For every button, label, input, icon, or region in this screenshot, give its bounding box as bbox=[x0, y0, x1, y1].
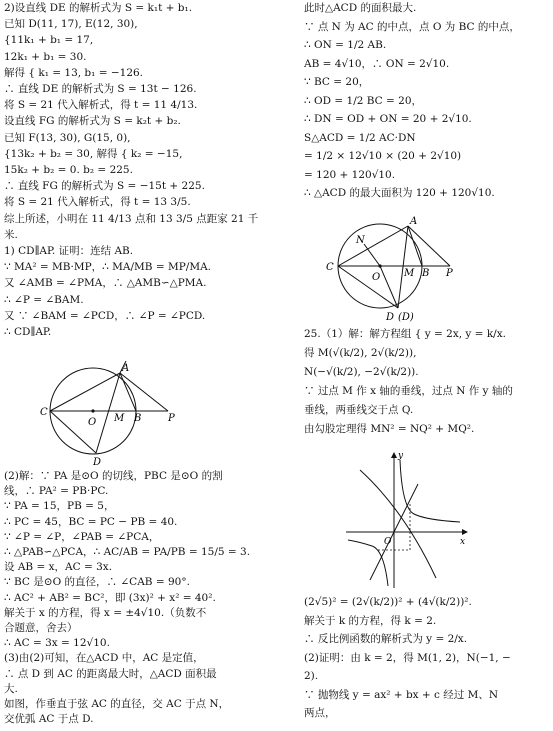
text-line: 合题意，舍去） bbox=[4, 622, 78, 634]
text-line: (2√5)² = (2√(k/2))² + (4√(k/2))². bbox=[304, 596, 472, 608]
circle-figure-2 bbox=[322, 210, 462, 325]
label-A: A bbox=[410, 216, 418, 227]
text-line: ∵ 过点 M 作 x 轴的垂线，过点 N 作 y 轴的 bbox=[304, 385, 513, 397]
label-O: O bbox=[372, 272, 381, 283]
text-line: ∴ OD = 1/2 BC = 20， bbox=[304, 94, 423, 107]
text-line: {11k₁ + b₁ = 17, bbox=[4, 34, 94, 47]
graph-y-label: y bbox=[398, 451, 404, 461]
text-line: (2)证明：由 k = 2，得 M(1, 2)，N(−1, − bbox=[304, 651, 511, 664]
text-line: ∴ ∠P = ∠BAM. bbox=[4, 293, 84, 306]
label-C: C bbox=[40, 407, 48, 418]
label-O: O bbox=[88, 417, 97, 428]
hyperbola-graph bbox=[340, 450, 470, 590]
text-line: {13k₂ + b₂ = 30, 解得 { k₂ = −15, bbox=[4, 147, 183, 160]
label-A: A bbox=[122, 363, 130, 374]
text-line: 12k₁ + b₁ = 30. bbox=[4, 50, 87, 63]
label-P: P bbox=[168, 413, 175, 424]
text-line: 综上所述，小明在 11 4/13 点和 13 3/5 点距家 21 千 bbox=[4, 212, 259, 225]
text-line: ∵ PA = 15，PB = 5， bbox=[4, 500, 115, 513]
text-line: 又 ∵ ∠BAM = ∠PCD，∴ ∠P = ∠PCD. bbox=[4, 309, 206, 322]
text-line: ∵ 抛物线 y = ax² + bx + c 经过 M、N bbox=[304, 688, 499, 701]
text-line: ∵ ∠P = ∠P，∠PAB = ∠PCA， bbox=[4, 530, 160, 543]
graph-x-label: x bbox=[460, 537, 466, 547]
text-line: ∴ 点 D 到 AC 的距离最大时，△ACD 面积最 bbox=[4, 667, 217, 680]
text-line: = 1/2 × 12√10 × (20 + 2√10) bbox=[304, 150, 462, 162]
text-line: 已知 D(11, 17), E(12, 30), bbox=[4, 18, 138, 31]
graph-origin-label: O bbox=[384, 537, 392, 547]
text-line: ∴ 反比例函数的解析式为 y = 2/x. bbox=[304, 633, 468, 645]
label-D: D bbox=[93, 457, 102, 468]
label-D-alt: (D) bbox=[398, 312, 414, 323]
label-B: B bbox=[134, 413, 142, 424]
text-line: AB = 4√10，∴ ON = 2√10. bbox=[304, 57, 450, 70]
text-line: 设 AB = x，AC = 3x. bbox=[4, 561, 113, 574]
text-line: ∴ AC² + AB² = BC²，即 (3x)² + x² = 40². bbox=[4, 591, 216, 604]
text-line: (3)由(2)可知，在△ACD 中，AC 是定值， bbox=[4, 652, 204, 665]
text-line: ∵ BC = 20， bbox=[304, 76, 370, 88]
text-line: 垂线，两垂线交于点 Q. bbox=[304, 404, 414, 416]
label-B: B bbox=[422, 268, 430, 279]
text-line: 交优弧 AC 于点 D. bbox=[4, 713, 94, 726]
text-line: 大. bbox=[4, 682, 18, 695]
label-M: M bbox=[114, 413, 125, 424]
text-line: ∴ DN = OD + ON = 20 + 2√10. bbox=[304, 113, 472, 125]
circle-figure-1 bbox=[38, 355, 188, 470]
text-line: ∴ CD∥AP. bbox=[4, 326, 52, 338]
text-line: ∵ 点 N 为 AC 的中点，点 O 为 BC 的中点， bbox=[304, 20, 520, 33]
text-line: 如图，作垂直于弦 AC 的直径，交 AC 于点 N， bbox=[4, 698, 230, 710]
text-line: ∴ 直线 FG 的解析式为 S = −15t + 225. bbox=[4, 180, 205, 193]
text-line: 设直线 FG 的解析式为 S = k₂t + b₂. bbox=[4, 115, 181, 128]
text-line: 米. bbox=[4, 228, 18, 241]
text-line: ∴ △PAB∽△PCA，∴ AC/AB = PA/PB = 15/5 = 3. bbox=[4, 546, 251, 558]
label-D: D bbox=[386, 312, 395, 323]
text-line: N(−√(k/2), −2√(k/2)). bbox=[304, 366, 419, 378]
text-line: 已知 F(13, 30), G(15, 0), bbox=[4, 131, 131, 144]
text-line: (2)解：∵ PA 是⊙O 的切线，PBC 是⊙O 的割 bbox=[4, 470, 223, 482]
text-line: 又 ∠AMB = ∠PMA，∴ △AMB∽△PMA. bbox=[4, 277, 207, 290]
text-line: 15k₂ + b₂ = 0. b₂ = 225. bbox=[4, 164, 133, 176]
label-P: P bbox=[446, 268, 453, 279]
label-N: N bbox=[356, 235, 365, 246]
text-line: 得 M(√(k/2), 2√(k/2)), bbox=[304, 347, 417, 359]
text-line: ∴ △ACD 的最大面积为 120 + 120√10. bbox=[304, 187, 495, 199]
text-line: 解关于 x 的方程，得 x = ±4√10.（负数不 bbox=[4, 606, 207, 619]
text-line: ∴ ON = 1/2 AB. bbox=[304, 39, 387, 51]
text-line: 两点， bbox=[304, 707, 336, 719]
text-line: 2). bbox=[304, 670, 319, 682]
text-line: 由勾股定理得 MN² = NQ² + MQ². bbox=[304, 423, 475, 435]
label-M: M bbox=[404, 268, 415, 279]
label-C: C bbox=[326, 262, 334, 273]
text-line: ∵ MA² = MB·MP，∴ MA/MB = MP/MA. bbox=[4, 261, 212, 274]
text-line: 将 S = 21 代入解析式，得 t = 13 3/5. bbox=[4, 196, 191, 209]
text-line: 1) CD∥AP. 证明：连结 AB. bbox=[4, 245, 134, 257]
text-line: S△ACD = 1/2 AC·DN bbox=[304, 131, 416, 144]
text-line: ∴ 直线 DE 的解析式为 S = 13t − 126. bbox=[4, 83, 197, 95]
text-line: = 120 + 120√10. bbox=[304, 168, 396, 181]
text-line: ∵ BC 是⊙O 的直径，∴ ∠CAB = 90°. bbox=[4, 576, 190, 589]
text-line: ∴ PC = 45，BC = PC − PB = 40. bbox=[4, 515, 178, 528]
text-line: 解关于 k 的方程，得 k = 2. bbox=[304, 614, 437, 627]
text-line: 将 S = 21 代入解析式，得 t = 11 4/13. bbox=[4, 99, 198, 112]
text-line: 此时△ACD 的面积最大. bbox=[304, 2, 417, 14]
text-line: 解得 { k₁ = 13, b₁ = −126. bbox=[4, 66, 144, 79]
text-line: 线，∴ PA² = PB·PC. bbox=[4, 485, 109, 498]
text-line: ∴ AC = 3x = 12√10. bbox=[4, 637, 110, 650]
text-line: 2)设直线 DE 的解析式为 S = k₁t + b₁. bbox=[4, 2, 193, 14]
text-line: 25.（1）解：解方程组 { y = 2x, y = k/x. bbox=[304, 328, 506, 340]
